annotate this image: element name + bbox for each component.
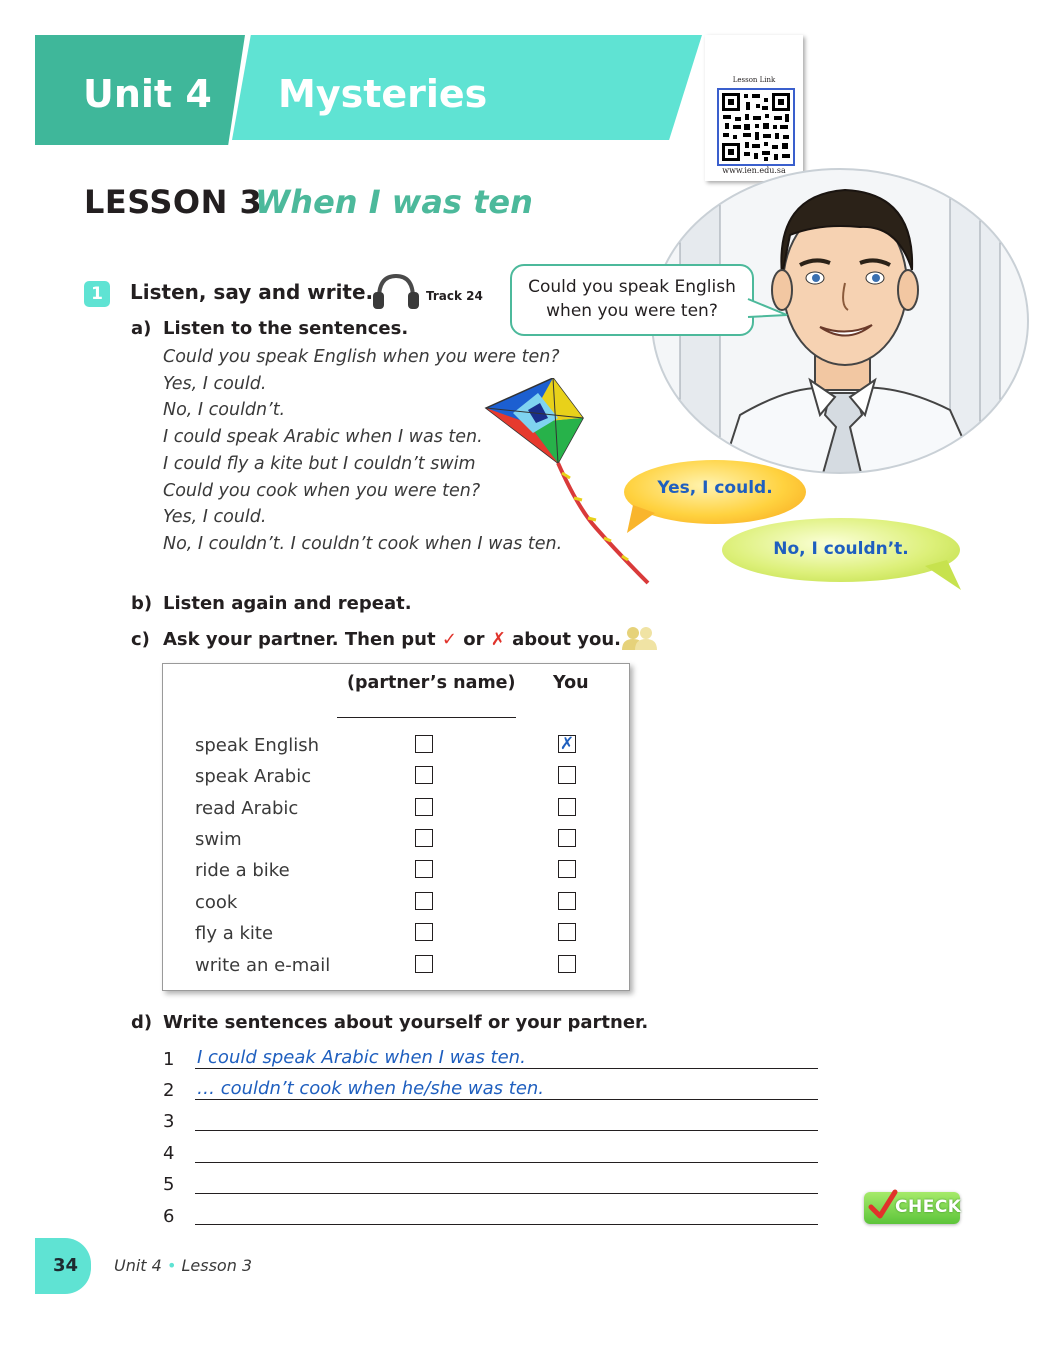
- partner-checkbox[interactable]: [415, 798, 433, 816]
- line-number: 6: [163, 1206, 175, 1227]
- pair-work-icon: [620, 626, 660, 650]
- partner-checkbox[interactable]: [415, 735, 433, 753]
- table-row-label: speak English: [195, 735, 320, 756]
- table-row-label: read Arabic: [195, 798, 299, 819]
- table-row-label: cook: [195, 892, 238, 913]
- exercise-title: Listen, say and write.: [130, 280, 374, 304]
- step-c-text: [163, 629, 621, 650]
- you-checkbox[interactable]: [558, 955, 576, 973]
- footer-unit: Unit 4: [114, 1256, 162, 1275]
- no-bubble-tail-icon: [925, 560, 965, 592]
- exercise-number-badge: 1: [84, 281, 110, 307]
- sentence: I could fly a kite but I couldn’t swim: [163, 453, 476, 474]
- line-number: 5: [163, 1174, 175, 1195]
- you-checkbox[interactable]: [558, 766, 576, 784]
- unit-label: Unit 4: [83, 72, 212, 116]
- sentence: Yes, I could.: [163, 373, 267, 394]
- tick-icon: ✓: [441, 629, 457, 650]
- partner-checkbox[interactable]: [415, 829, 433, 847]
- check-button-label: CHECK: [895, 1197, 962, 1217]
- step-c-text-after: about you.: [512, 629, 621, 650]
- lesson-label: LESSON 3: [84, 183, 263, 221]
- table-row-label: write an e-mail: [195, 955, 331, 976]
- step-c-text-before: Ask your partner. Then put: [163, 629, 436, 650]
- line-number: 2: [163, 1080, 175, 1101]
- writing-line[interactable]: [195, 1068, 818, 1069]
- headphones-icon[interactable]: [371, 272, 421, 312]
- you-checkbox[interactable]: [558, 829, 576, 847]
- sentence: Yes, I could.: [163, 507, 267, 528]
- partner-checkbox[interactable]: [415, 860, 433, 878]
- column-header-partner: (partner’s name): [347, 673, 516, 693]
- line-number: 1: [163, 1049, 175, 1070]
- table-row-label: speak Arabic: [195, 766, 312, 787]
- you-checkbox[interactable]: [558, 892, 576, 910]
- yes-bubble-tail-icon: [625, 505, 665, 535]
- sentence: Could you cook when you were ten?: [163, 480, 481, 501]
- partner-checkbox[interactable]: [415, 923, 433, 941]
- unit-title: Mysteries: [278, 72, 488, 116]
- writing-line[interactable]: [195, 1099, 818, 1100]
- step-c-or: or: [463, 629, 485, 650]
- step-d-text: Write sentences about yourself or your partner.: [163, 1012, 649, 1033]
- sentence: No, I couldn’t.: [163, 400, 286, 421]
- checkmark-icon: [868, 1189, 898, 1221]
- footer-label: [114, 1256, 252, 1275]
- step-a-letter: a): [131, 318, 152, 339]
- footer-lesson: Lesson 3: [181, 1256, 253, 1275]
- line-number: 3: [163, 1111, 175, 1132]
- cross-icon: ✗: [490, 629, 506, 650]
- you-checkbox[interactable]: [558, 798, 576, 816]
- sentence: I could speak Arabic when I was ten.: [163, 427, 483, 448]
- you-checkbox[interactable]: [558, 860, 576, 878]
- speech-bubble-question: [510, 264, 754, 336]
- partner-checkbox[interactable]: [415, 892, 433, 910]
- qr-label: Lesson Link: [732, 76, 776, 84]
- line-number: 4: [163, 1143, 175, 1164]
- footer-bullet: •: [166, 1256, 177, 1275]
- partner-name-line[interactable]: [337, 717, 516, 718]
- track-label: Track 24: [426, 289, 483, 303]
- step-b-text: Listen again and repeat.: [163, 593, 412, 614]
- bubble-line-1: Could you speak English: [528, 277, 736, 297]
- step-b-letter: b): [131, 593, 153, 614]
- you-checkbox[interactable]: ✗: [559, 734, 575, 754]
- writing-line[interactable]: [195, 1193, 818, 1194]
- bubble-tail-icon: [745, 295, 795, 325]
- sentence: Could you speak English when you were ten?: [163, 347, 560, 367]
- writing-line[interactable]: [195, 1224, 818, 1225]
- qr-code-icon[interactable]: [717, 88, 795, 166]
- qr-url: www.ien.edu.sa: [722, 166, 786, 175]
- lesson-title: When I was ten: [255, 183, 533, 221]
- answer-text: … couldn’t cook when he/she was ten.: [197, 1078, 545, 1099]
- yes-bubble-text: Yes, I could.: [657, 478, 773, 498]
- page-number: 34: [53, 1255, 79, 1276]
- table-row-label: swim: [195, 829, 242, 850]
- partner-checkbox[interactable]: [415, 955, 433, 973]
- table-row-label: ride a bike: [195, 860, 290, 881]
- answer-text: I could speak Arabic when I was ten.: [197, 1047, 526, 1068]
- step-a-text: Listen to the sentences.: [163, 318, 409, 339]
- partner-checkbox[interactable]: [415, 766, 433, 784]
- table-row-label: fly a kite: [195, 923, 274, 944]
- qr-lesson-link[interactable]: [705, 35, 803, 181]
- step-d-letter: d): [131, 1012, 153, 1033]
- column-header-you: You: [553, 673, 589, 693]
- you-checkbox[interactable]: [558, 923, 576, 941]
- bubble-line-2: when you were ten?: [546, 301, 718, 321]
- step-c-letter: c): [131, 629, 150, 650]
- no-bubble-text: No, I couldn’t.: [773, 539, 909, 559]
- writing-line[interactable]: [195, 1162, 818, 1163]
- sentence: No, I couldn’t. I couldn’t cook when I was ten.: [163, 533, 563, 554]
- writing-line[interactable]: [195, 1130, 818, 1131]
